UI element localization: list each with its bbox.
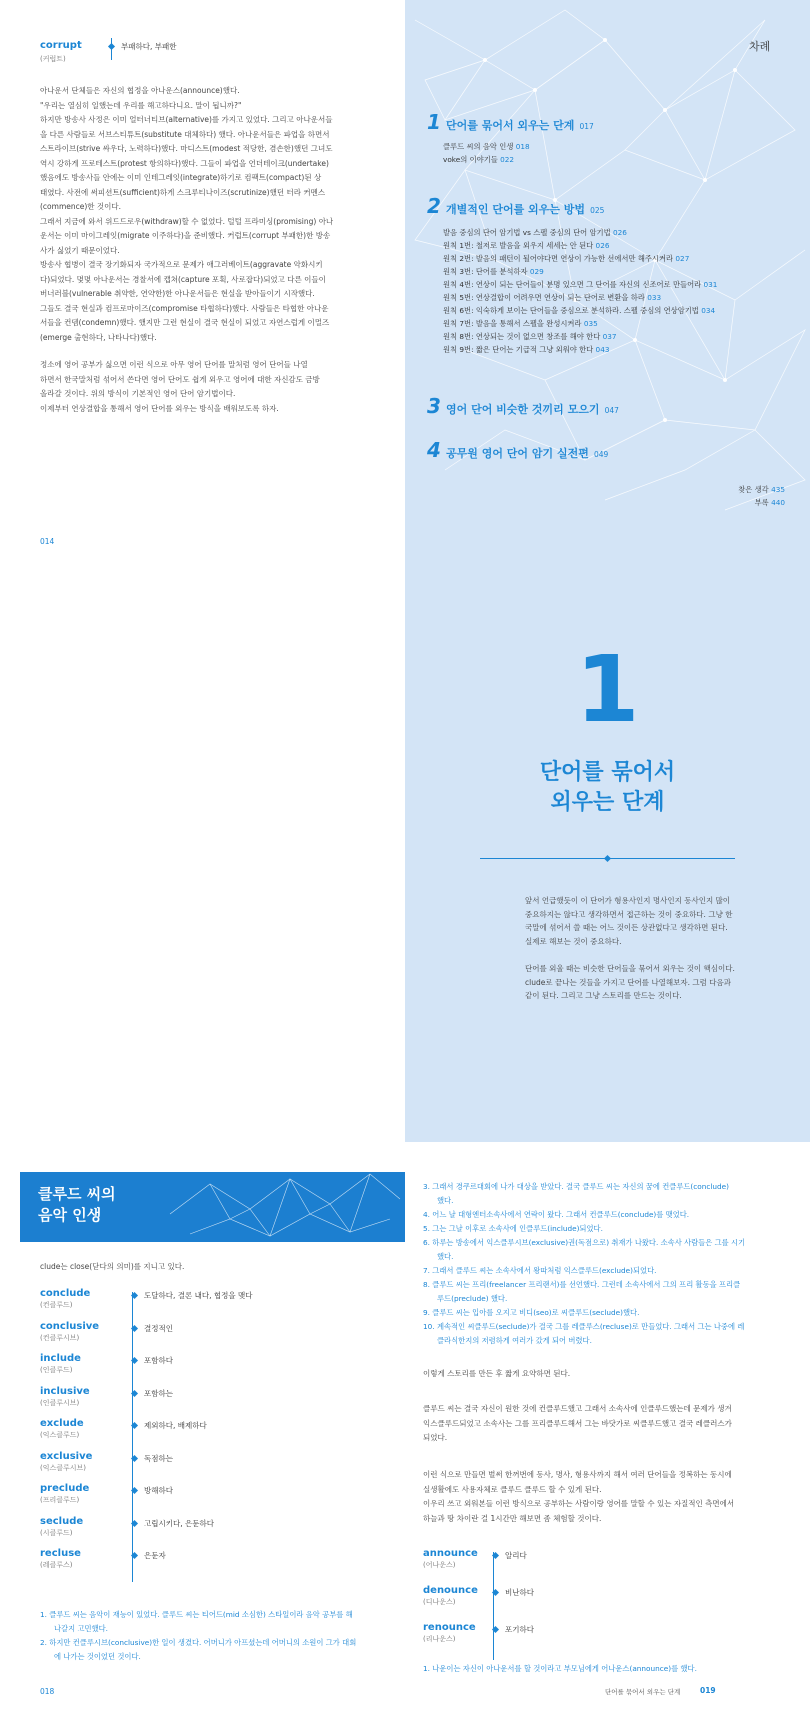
closing-paragraph: 이런 식으로 만들면 벌써 한꺼번에 동사, 명사, 형용사까지 해서 여러 단어들을 정복하는 동시에 실생활에도 사용자체로 클루드 클루드 할 수 있게 된다. 이우리 쓰고 외워본들 이런 방식으로 공부하는 사람이랑 영어를 말할 수 있는 자질적인 측면에서 하늘과 땅 차이란 걸 1시간만 해보면 좀 체험할 것이다. xyxy=(423,1470,735,1523)
entry-bullet xyxy=(108,43,115,50)
vocab-entry xyxy=(423,1622,783,1659)
list-item: 2. 하지만 컨클루시브(conclusive)한 일이 생겼다. 어머니가 아프셨는데 어머니의 소원이 그가 대회 xyxy=(40,1638,357,1647)
entry-pron: (커럽트) xyxy=(40,55,66,63)
toc-item[interactable]: 찾은 생각 435 xyxy=(738,485,785,494)
list-item: 3. 그래서 경쿠르대회에 나가 대상을 받았다. 결국 클루드 씨는 자신의 꿈에 컨클루드(conclude) xyxy=(423,1182,729,1191)
body-paragraph-2: 정소에 영어 공부가 싫으면 이런 식으로 아무 영어 단어를 말처럼 영어 단어들 나열 하면서 한국말처럼 섞어서 쓴다면 영어 단어도 쉽게 외우고 영어에 대한 자신감도 금방 올라갈 것이다. 위의 방식이 기본적인 영어 단어 암기법이다. 이제부터 연상결합을 통해서 영어 단어를 외우는 방식을 배워보도록 하자. xyxy=(40,360,320,413)
entry-meaning: 포함하다 xyxy=(144,1356,173,1365)
vocab-entry xyxy=(40,1516,400,1549)
story-list xyxy=(40,1608,356,1664)
toc-item[interactable]: 원칙 1번: 철저로 발음을 외우지 세세는 안 된다 026 xyxy=(443,241,610,250)
entry-meaning: 부패하다, 부패한 xyxy=(121,42,177,51)
vocab-entry xyxy=(40,1288,400,1321)
intro-paragraph-1: 앞서 언급했듯이 이 단어가 형용사인지 명사인지 동사인지 많이 중요하지는 않다고 생각하면서 접근하는 것이 중요하다. 그냥 한 국말에 섞어서 쓸 때는 어느 것이든 상관없다고 생각하면 된다. 실제로 해보는 것이 중요하다. xyxy=(525,896,733,946)
list-item: 1. 나운이는 자신이 아나운서를 할 것이라고 부모님에게 어나운스(announce)를 했다. xyxy=(423,1664,697,1673)
toc-item[interactable]: 부록 440 xyxy=(754,498,785,507)
entry-meaning: 은둔자 xyxy=(144,1551,166,1560)
entry-word: renounce xyxy=(423,1622,476,1633)
entry-meaning: 포기하다 xyxy=(505,1625,534,1634)
toc-item[interactable]: 원칙 9번: 짧은 단어는 기급적 그냥 외워야 한다 043 xyxy=(443,345,610,354)
entry-pron: (시클루드) xyxy=(40,1528,73,1537)
summary-paragraph: 클루드 씨는 결국 자신이 원한 것에 컨클루드했고 그래서 소속사에 인클루드했는데 문제가 생겨 익스클루드되었고 소속사는 그를 프리클루드해서 그는 바닷가로 씨클루드했고 결국 레클러스가 되었다. xyxy=(423,1404,732,1442)
toc-chapter-2-items xyxy=(443,226,717,356)
entry-pron: (인클루시브) xyxy=(40,1398,80,1407)
list-item: 루드(preclude) 했다. xyxy=(437,1294,508,1303)
toc-item[interactable]: voke의 이야기들 022 xyxy=(443,155,515,164)
part-number: 1 xyxy=(575,636,640,743)
entry-word: announce xyxy=(423,1548,478,1559)
vocab-entry xyxy=(40,1353,400,1386)
list-item: 6. 하루는 방송에서 익스클루시브(exclusive)권(독점으로) 취재가 나왔다. 소속사 사람들은 그를 시기 xyxy=(423,1238,746,1247)
list-item: 10. 계속적인 씨클루드(seclude)가 결국 그를 레클루스(recluse)로 만들었다. 그래서 그는 나중에 레 xyxy=(423,1322,745,1331)
toc-item[interactable]: 원칙 5번: 연상결합이 어려우면 연상이 되는 단어로 변환을 하라 033 xyxy=(443,293,662,302)
story-list-2 xyxy=(423,1662,697,1676)
list-item: 8. 클루드 씨는 프리(freelancer 프리랜서)를 선언했다. 그런데 소속사에서 그의 프리 활동을 프리클 xyxy=(423,1280,741,1289)
entry-meaning: 도달하다, 결론 내다, 협정을 맺다 xyxy=(144,1291,253,1300)
vocab-entry xyxy=(40,1321,400,1354)
entry-pron: (리나운스) xyxy=(423,1635,456,1643)
toc-chapter-1-items xyxy=(443,140,530,166)
entry-pron: (레클루스) xyxy=(40,1561,73,1569)
toc-appendix xyxy=(705,483,785,509)
entry-pron: (컨클루시브) xyxy=(40,1333,80,1342)
entry-pron: (어나운스) xyxy=(423,1561,456,1569)
toc-chapter-4[interactable]: 4 공무원 영어 단어 암기 실전편 049 xyxy=(427,438,609,462)
banner-network-icon xyxy=(150,1164,405,1244)
list-item: 7. 그래서 클루드 씨는 소속사에서 왕따처럼 익스클루드(exclude)되었다. xyxy=(423,1266,657,1275)
page-number: 019 xyxy=(700,1686,716,1695)
list-item: 했다. xyxy=(437,1196,454,1205)
toc-item[interactable]: 발음 중심의 단어 암기법 vs 스펠 중심의 단어 암기법 026 xyxy=(443,228,627,237)
entry-meaning: 제외하다, 배제하다 xyxy=(144,1421,207,1430)
entry-word: exclusive xyxy=(40,1450,93,1462)
section-title: 클루드 씨의 음악 인생 xyxy=(38,1185,116,1224)
entry-meaning: 포함하는 xyxy=(144,1388,173,1398)
toc-item[interactable]: 원칙 6번: 익숙하게 보이는 단어들을 중심으로 분석하라. 스펠 중심의 연상암기법 034 xyxy=(443,306,716,315)
vocab-entry xyxy=(423,1585,783,1622)
section-intro: clude는 close(닫다의 의미)를 지니고 있다. xyxy=(40,1262,185,1271)
entry-word: recluse xyxy=(40,1548,81,1559)
vocab-entry xyxy=(40,1548,400,1581)
running-footer: 단어를 묶어서 외우는 단계 xyxy=(605,1688,681,1696)
entry-word: denounce xyxy=(423,1585,478,1596)
entry-word: preclude xyxy=(40,1483,90,1494)
list-item: 에 나가는 것이었던 것이다. xyxy=(54,1652,141,1661)
vocab-entry xyxy=(40,1418,400,1451)
page-019 xyxy=(405,1142,810,1716)
entry-pron: (익스클루드) xyxy=(40,1431,80,1439)
list-item: 5. 그는 그날 이후로 소속사에 인클루드(include)되었다. xyxy=(423,1224,603,1233)
intro-paragraph-2: 단어를 외울 때는 비슷한 단어들을 묶어서 외우는 것이 핵심이다. clude로 끝나는 것들을 가지고 단어를 나열해보자. 그럼 다음과 같이 된다. 그리고 그냥 스토리를 만드는 것이다. xyxy=(525,964,735,1000)
entry-meaning: 결정적인 xyxy=(144,1323,173,1333)
page-015 xyxy=(405,0,810,1142)
toc-chapter-2[interactable]: 2 개별적인 단어를 외우는 방법 025 xyxy=(427,194,605,218)
summary-intro: 이렇게 스토리를 만든 후 짧게 요약하면 된다. xyxy=(423,1369,571,1378)
entry-word: seclude xyxy=(40,1515,84,1527)
vocab-entry xyxy=(40,1386,400,1419)
toc-item[interactable]: 원칙 4번: 연상이 되는 단어들이 분명 있으면 그 단어를 자신의 신조어로 만들어라 031 xyxy=(443,280,718,289)
entry-pron: (프리클루드) xyxy=(40,1496,80,1504)
entry-meaning: 고립시키다, 은둔하다 xyxy=(144,1518,214,1528)
list-item: 클라식한지의 저렴하게 여러가 갔게 되어 버렸다. xyxy=(437,1336,592,1345)
toc-item[interactable]: 원칙 7번: 발음을 통해서 스펠을 완성시켜라 035 xyxy=(443,319,598,328)
entry-word: conclusive xyxy=(40,1320,100,1332)
list-item: 1. 클루드 씨는 음악이 재능이 있었다. 클루드 씨는 티어드(mid 소심한) 스타일이라 음악 공부를 해 xyxy=(40,1610,353,1619)
entry-meaning: 알리다 xyxy=(505,1551,527,1560)
divider-diamond xyxy=(604,855,611,862)
entry-pron: (컨클루드) xyxy=(40,1301,73,1309)
toc-item[interactable]: 클루드 씨의 음악 인생 018 xyxy=(443,142,530,151)
vocab-entry xyxy=(40,1451,400,1484)
entry-meaning: 비난하다 xyxy=(505,1588,534,1597)
page-018 xyxy=(0,1142,405,1716)
entry-meaning: 독점하는 xyxy=(144,1453,173,1463)
entry-word: corrupt xyxy=(40,40,82,51)
toc-label: 차례 xyxy=(749,40,771,53)
list-item: 했다. xyxy=(437,1252,454,1261)
entry-word: include xyxy=(40,1353,81,1364)
list-item: 4. 어느 날 대형엔터소속사에서 연락이 왔다. 그래서 컨클루드(conclude)를 맺었다. xyxy=(423,1210,690,1219)
entry-pron: (디나운스) xyxy=(423,1598,456,1606)
entry-word: inclusive xyxy=(40,1385,90,1397)
entry-pron: (익스클루시브) xyxy=(40,1463,87,1472)
toc-item[interactable]: 원칙 8번: 연상되는 것이 없으면 창조를 해야 한다 037 xyxy=(443,332,617,341)
list-item: 9. 클루드 씨는 입아를 오지고 비디(seo)로 씨클루드(seclude)했다. xyxy=(423,1308,640,1317)
toc-item[interactable]: 원칙 3번: 단어를 분석하자 029 xyxy=(443,267,544,276)
body-paragraph-1: 아나운서 단체들은 자신의 협정을 아나운스(announce)했다. "우리는 열심히 일했는데 우리를 해고하다니요. 말이 됩니까?" 하지만 방송사 사정은 이미 얼터너티브(alternative)를 가지고 있었다. 그리고 아나운서들 을 다른 사람들로 서브스티튜트(substitute 대체하다) 했다. 아나운서들은 파업을 하면서 스트라이브(strive 싸우다, 노력하다)했다. 마디스트(modest 적당한, 겸손한)했던 그녀도 역시 강하게 프로테스트(protest 항의하다)했다. 그들이 파업을 언더테이크(undertake) 했음에도 방송사들 안에는 이미 인테그레잇(integrate)하기로 컴팩트(compact)된 상 태였다. 사전에 써피션트(sufficient)하게 스크루티나이즈(scrutinize)했던 터라 커멘스 (commence)한 것이다. 그래서 지금에 와서 위드드로우(withdraw)할 수 없었다. 털털 프라미싱(promising) 아나 운서는 이미 마이그레잇(migrate 이주하다)을 준비했다. 커럽트(corrupt 부패한)한 방송 사가 싫었기 때문이었다. 방송사 협병이 결국 장기화되자 국가적으로 문제가 애그러베이트(aggravate 악화시키 다)되었다. 몇몇 아나운서는 경찰서에 캡쳐(capture 포획, 사로잡다)되었고 다른 이들이 버너러블(vulnerable 취약한, 연약한)한 아나운서들은 현실을 받아들이기 시작했다. 그들도 결국 현실과 컴프로마이즈(compromise 타협하다)했다. 사람들은 타협한 아나운 서들을 컨뎀(condemn)했다. 했지만 그런 현실이 결국 현실이 되었고 자연스럽게 이멀즈 (emerge 출현하다, 나타나다)했다. xyxy=(40,86,334,342)
toc-chapter-1[interactable]: 1 단어를 묶어서 외우는 단계 017 xyxy=(427,110,594,134)
part-title: 단어를 묶어서 외우는 단계 xyxy=(539,760,676,815)
vocab-entry xyxy=(40,1483,400,1516)
story-list xyxy=(423,1180,745,1348)
page-number: 018 xyxy=(40,1687,55,1696)
toc-item[interactable]: 원칙 2번: 발음의 패턴이 될어야다면 연상이 가능한 선에서만 해주시켜라 027 xyxy=(443,254,690,263)
page-number: 014 xyxy=(40,537,55,546)
vocab-entry xyxy=(423,1548,783,1585)
toc-chapter-3[interactable]: 3 영어 단어 비슷한 것끼리 모으기 047 xyxy=(427,394,619,418)
entry-pron: (인클루드) xyxy=(40,1366,73,1374)
list-item: 나갈지 고민했다. xyxy=(54,1624,108,1633)
entry-word: exclude xyxy=(40,1418,84,1429)
entry-meaning: 방해하다 xyxy=(144,1486,173,1495)
entry-word: conclude xyxy=(40,1288,91,1299)
page-014 xyxy=(0,0,405,566)
